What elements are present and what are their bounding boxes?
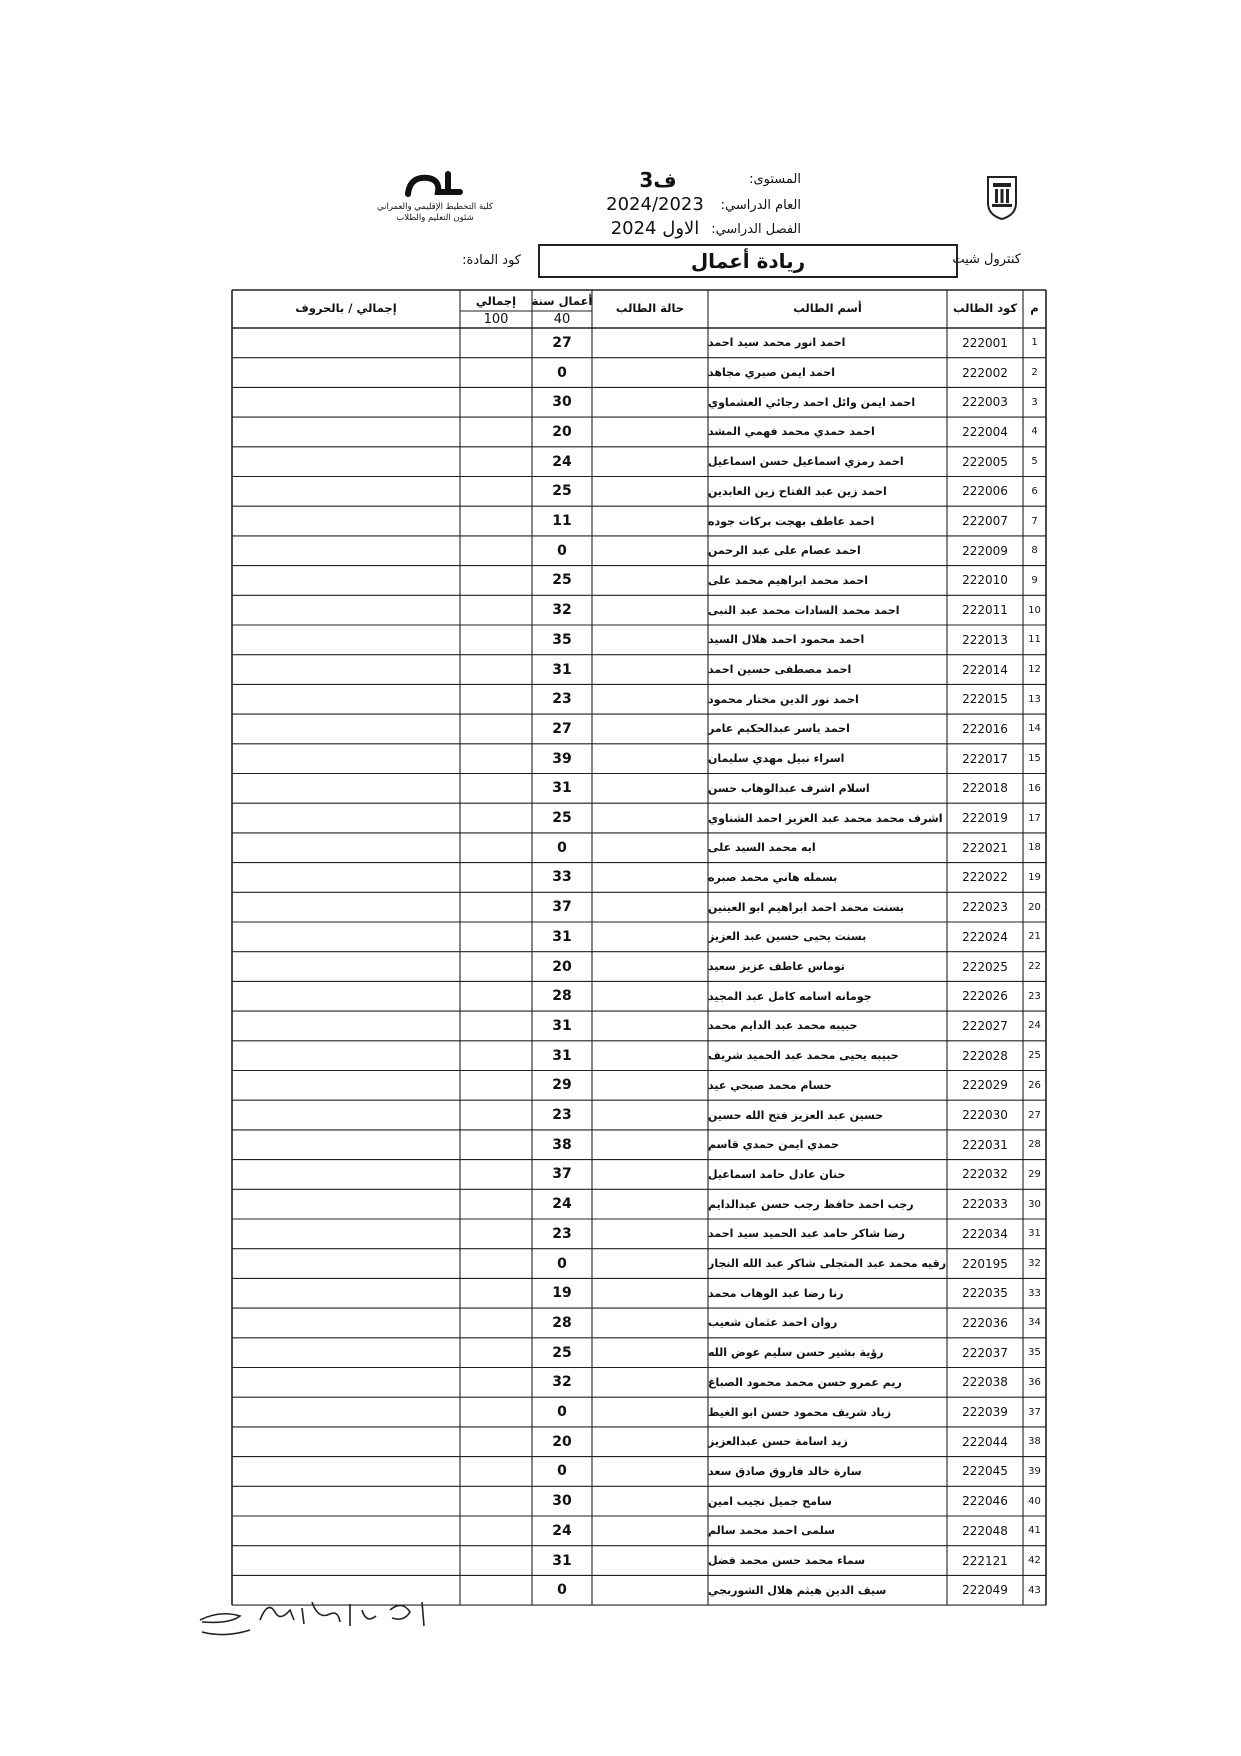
student-code: 222006 <box>962 484 1008 499</box>
student-name: سماء محمد حسن محمد فضل <box>708 1554 866 1568</box>
row-index: 14 <box>1028 723 1041 735</box>
coursework-score: 37 <box>552 1166 572 1183</box>
student-name: حمدي ايمن حمدي قاسم <box>708 1138 839 1152</box>
student-name: رضا شاكر حامد عبد الحميد سيد احمد <box>708 1227 905 1241</box>
student-name: احمد ايمن صبري مجاهد <box>708 366 835 380</box>
student-code: 222018 <box>962 781 1008 796</box>
coursework-score: 27 <box>552 720 572 737</box>
student-name: بسنت محمد احمد ابراهيم ابو العينين <box>708 900 905 914</box>
student-name: سيف الدين هيثم هلال الشوربجي <box>708 1583 887 1597</box>
row-index: 31 <box>1028 1228 1041 1240</box>
coursework-score: 20 <box>552 1433 572 1450</box>
student-code: 222036 <box>962 1315 1008 1330</box>
student-code: 222003 <box>962 395 1008 410</box>
student-name: سلمى احمد محمد سالم <box>708 1524 835 1538</box>
student-code: 222001 <box>962 335 1008 350</box>
student-name: اشرف محمد محمد عبد العزيز احمد الشناوي <box>708 811 943 825</box>
term-label: الفصل الدراسي: <box>711 222 801 237</box>
row-index: 39 <box>1028 1465 1041 1477</box>
row-index: 41 <box>1028 1525 1041 1537</box>
department-name: شئون التعليم والطلاب <box>396 213 474 223</box>
row-index: 28 <box>1028 1139 1041 1151</box>
student-name: احمد حمدي محمد فهمي المشد <box>708 425 875 439</box>
student-code: 222031 <box>962 1137 1008 1152</box>
coursework-score: 0 <box>557 364 567 381</box>
row-index: 35 <box>1028 1347 1041 1359</box>
student-code: 222024 <box>962 929 1008 944</box>
student-code: 222026 <box>962 989 1008 1004</box>
student-name: حبيبه يحيى محمد عبد الحميد شريف <box>708 1049 899 1063</box>
student-name: احمد محمد السادات محمد عبد النبى <box>708 603 900 617</box>
row-index: 10 <box>1028 604 1041 616</box>
student-code: 222015 <box>962 692 1008 707</box>
coursework-score: 11 <box>552 513 572 530</box>
student-code: 220195 <box>962 1256 1008 1271</box>
coursework-score: 33 <box>552 869 572 886</box>
student-code: 222032 <box>962 1167 1008 1182</box>
coursework-score: 25 <box>552 483 572 500</box>
row-index: 23 <box>1028 990 1041 1002</box>
student-name: احمد محمد ابراهيم محمد على <box>708 573 869 587</box>
student-name: بسنت يحيى حسين عبد العزيز <box>708 930 867 944</box>
student-name: زياد شريف محمود حسن ابو الغيط <box>708 1405 892 1419</box>
level-value: ف3 <box>639 168 677 192</box>
student-name: رؤية بشير حسن سليم عوض الله <box>708 1346 884 1360</box>
coursework-score: 31 <box>552 1552 572 1569</box>
student-code: 222022 <box>962 870 1008 885</box>
student-name: جومانه اسامه كامل عبد المجيد <box>708 989 872 1003</box>
student-code: 222034 <box>962 1226 1008 1241</box>
coursework-score: 20 <box>552 423 572 440</box>
student-name: رنا رضا عبد الوهاب محمد <box>708 1286 844 1300</box>
row-index: 29 <box>1028 1168 1041 1180</box>
student-name: اسراء نبيل مهدي سليمان <box>708 752 845 766</box>
year-label: العام الدراسي: <box>720 198 801 213</box>
student-name: رجب احمد حافظ رجب حسن عبدالدايم <box>708 1197 914 1211</box>
coursework-score: 0 <box>557 1404 567 1421</box>
row-index: 22 <box>1028 961 1041 973</box>
student-name: رقيه محمد عبد المتجلى شاكر عبد الله النجار <box>708 1257 947 1271</box>
row-index: 34 <box>1028 1317 1041 1329</box>
coursework-score: 25 <box>552 1344 572 1361</box>
coursework-score: 23 <box>552 1225 572 1242</box>
student-code: 222028 <box>962 1048 1008 1063</box>
student-name: احمد ايمن وائل احمد رجائي العشماوي <box>708 395 916 409</box>
coursework-score: 23 <box>552 691 572 708</box>
header-total: إجمالي <box>475 294 517 308</box>
coursework-score: 30 <box>552 1493 572 1510</box>
coursework-score: 0 <box>557 1582 567 1599</box>
coursework-score: 20 <box>552 958 572 975</box>
coursework-score: 25 <box>552 810 572 827</box>
coursework-score: 0 <box>557 1463 567 1480</box>
student-name: ايه محمد السيد على <box>708 841 816 855</box>
student-code: 222121 <box>962 1553 1008 1568</box>
student-name: سامح جميل نجيب امين <box>708 1494 832 1508</box>
student-name: روان احمد عثمان شعيب <box>708 1316 838 1330</box>
student-code: 222029 <box>962 1078 1008 1093</box>
row-index: 1 <box>1031 337 1038 349</box>
coursework-score: 28 <box>552 988 572 1005</box>
level-label: المستوى: <box>749 172 801 187</box>
student-code: 222016 <box>962 721 1008 736</box>
coursework-score: 23 <box>552 1107 572 1124</box>
coursework-score: 31 <box>552 928 572 945</box>
row-index: 20 <box>1028 901 1041 913</box>
student-code: 222002 <box>962 365 1008 380</box>
row-index: 37 <box>1028 1406 1041 1418</box>
student-code: 222037 <box>962 1345 1008 1360</box>
student-name: سارة خالد فاروق صادق سعد <box>708 1464 862 1478</box>
student-code: 222019 <box>962 811 1008 826</box>
coursework-score: 29 <box>552 1077 572 1094</box>
row-index: 18 <box>1028 842 1041 854</box>
student-code: 222021 <box>962 840 1008 855</box>
term-value: الاول 2024 <box>610 218 700 239</box>
student-code: 222023 <box>962 900 1008 915</box>
row-index: 4 <box>1031 426 1038 438</box>
row-index: 15 <box>1028 753 1041 765</box>
coursework-score: 35 <box>552 631 572 648</box>
row-index: 6 <box>1031 485 1038 497</box>
row-index: 40 <box>1028 1495 1041 1507</box>
coursework-score: 38 <box>552 1136 572 1153</box>
coursework-score: 24 <box>552 1196 572 1213</box>
header-total-in-words: إجمالي / بالحروف <box>295 301 397 315</box>
student-code: 222009 <box>962 543 1008 558</box>
subject-code-label: كود المادة: <box>462 253 521 268</box>
student-code: 222013 <box>962 632 1008 647</box>
student-code: 222005 <box>962 454 1008 469</box>
row-index: 5 <box>1031 456 1038 468</box>
row-index: 16 <box>1028 782 1041 794</box>
student-name: احمد ياسر عبدالحكيم عامر <box>708 722 850 736</box>
student-code: 222004 <box>962 424 1008 439</box>
student-code: 222030 <box>962 1108 1008 1123</box>
coursework-score: 24 <box>552 453 572 470</box>
faculty-name: كلية التخطيط الإقليمي والعمراني <box>377 202 493 212</box>
coursework-score: 39 <box>552 750 572 767</box>
student-name: حسام محمد صبحي عيد <box>708 1078 832 1092</box>
student-code: 222039 <box>962 1405 1008 1420</box>
coursework-score: 31 <box>552 780 572 797</box>
student-name: توماس عاطف عزيز سعيد <box>708 960 845 974</box>
header-student-name: أسم الطالب <box>793 301 862 315</box>
header-coursework-max: 40 <box>553 312 571 327</box>
student-code: 222035 <box>962 1286 1008 1301</box>
student-name: حنان عادل حامد اسماعيل <box>708 1167 846 1181</box>
coursework-score: 0 <box>557 1255 567 1272</box>
row-index: 11 <box>1028 634 1041 646</box>
student-name: احمد مصطفى حسين احمد <box>708 663 852 677</box>
row-index: 17 <box>1028 812 1041 824</box>
coursework-score: 24 <box>552 1522 572 1539</box>
student-name: اسلام اشرف عبدالوهاب حسن <box>708 781 870 795</box>
coursework-score: 32 <box>552 602 572 619</box>
row-index: 43 <box>1028 1584 1041 1596</box>
student-name: احمد رمزي اسماعيل حسن اسماعيل <box>708 455 904 469</box>
row-index: 26 <box>1028 1079 1041 1091</box>
student-code: 222038 <box>962 1375 1008 1390</box>
row-index: 33 <box>1028 1287 1041 1299</box>
student-name: احمد زين عبد الفتاح زين العابدين <box>708 484 887 498</box>
student-name: احمد عاطف بهجت بركات جوده <box>708 514 875 528</box>
student-code: 222044 <box>962 1434 1008 1449</box>
row-index: 27 <box>1028 1109 1041 1121</box>
row-index: 3 <box>1031 396 1038 408</box>
row-index: 7 <box>1031 515 1038 527</box>
coursework-score: 0 <box>557 839 567 856</box>
coursework-score: 30 <box>552 394 572 411</box>
student-code: 222025 <box>962 959 1008 974</box>
coursework-score: 25 <box>552 572 572 589</box>
student-name: بسمله هاني محمد صبره <box>708 870 838 884</box>
student-name: حسين عبد العزيز فتح الله حسين <box>708 1108 884 1122</box>
row-index: 2 <box>1031 367 1038 379</box>
header-index: م <box>1030 301 1039 315</box>
student-name: احمد نور الدين مختار محمود <box>708 692 859 706</box>
subject-name: ريادة أعمال <box>690 249 806 273</box>
row-index: 36 <box>1028 1376 1041 1388</box>
year-value: 2024/2023 <box>606 194 704 215</box>
coursework-score: 28 <box>552 1314 572 1331</box>
row-index: 32 <box>1028 1258 1041 1270</box>
student-code: 222048 <box>962 1523 1008 1538</box>
coursework-score: 19 <box>552 1285 572 1302</box>
row-index: 19 <box>1028 871 1041 883</box>
student-code: 222011 <box>962 603 1008 618</box>
student-code: 222007 <box>962 514 1008 529</box>
student-name: احمد محمود احمد هلال السيد <box>708 633 865 647</box>
header-student-status: حالة الطالب <box>615 301 685 315</box>
coursework-score: 37 <box>552 899 572 916</box>
student-code: 222046 <box>962 1494 1008 1509</box>
coursework-score: 0 <box>557 542 567 559</box>
student-name: زيد اسامة حسن عبدالعزيز <box>708 1435 848 1449</box>
handwritten-signature <box>190 1580 450 1650</box>
student-code: 222033 <box>962 1197 1008 1212</box>
coursework-score: 31 <box>552 661 572 678</box>
coursework-score: 32 <box>552 1374 572 1391</box>
row-index: 25 <box>1028 1050 1041 1062</box>
coursework-score: 31 <box>552 1047 572 1064</box>
row-index: 12 <box>1028 664 1041 676</box>
row-index: 24 <box>1028 1020 1041 1032</box>
control-sheet-label: كنترول شيت <box>952 252 1021 267</box>
row-index: 8 <box>1031 545 1038 557</box>
student-code: 222027 <box>962 1018 1008 1033</box>
row-index: 13 <box>1028 693 1041 705</box>
student-name: ريم عمرو حسن محمد محمود الصباغ <box>708 1375 902 1389</box>
row-index: 9 <box>1031 574 1038 586</box>
student-name: احمد عصام على عبد الرحمن <box>708 544 861 558</box>
row-index: 38 <box>1028 1436 1041 1448</box>
header-student-code: كود الطالب <box>952 301 1018 315</box>
student-code: 222010 <box>962 573 1008 588</box>
row-index: 30 <box>1028 1198 1041 1210</box>
student-code: 222014 <box>962 662 1008 677</box>
student-name: حبيبه محمد عبد الدايم محمد <box>708 1019 858 1033</box>
header-total-max: 100 <box>483 312 509 327</box>
coursework-score: 27 <box>552 334 572 351</box>
header-coursework: أعمال سنة <box>531 294 593 308</box>
row-index: 42 <box>1028 1555 1041 1567</box>
student-name: احمد انور محمد سيد احمد <box>708 336 846 350</box>
student-code: 222045 <box>962 1464 1008 1479</box>
student-code: 222049 <box>962 1583 1008 1598</box>
coursework-score: 31 <box>552 1017 572 1034</box>
student-code: 222017 <box>962 751 1008 766</box>
row-index: 21 <box>1028 931 1041 943</box>
